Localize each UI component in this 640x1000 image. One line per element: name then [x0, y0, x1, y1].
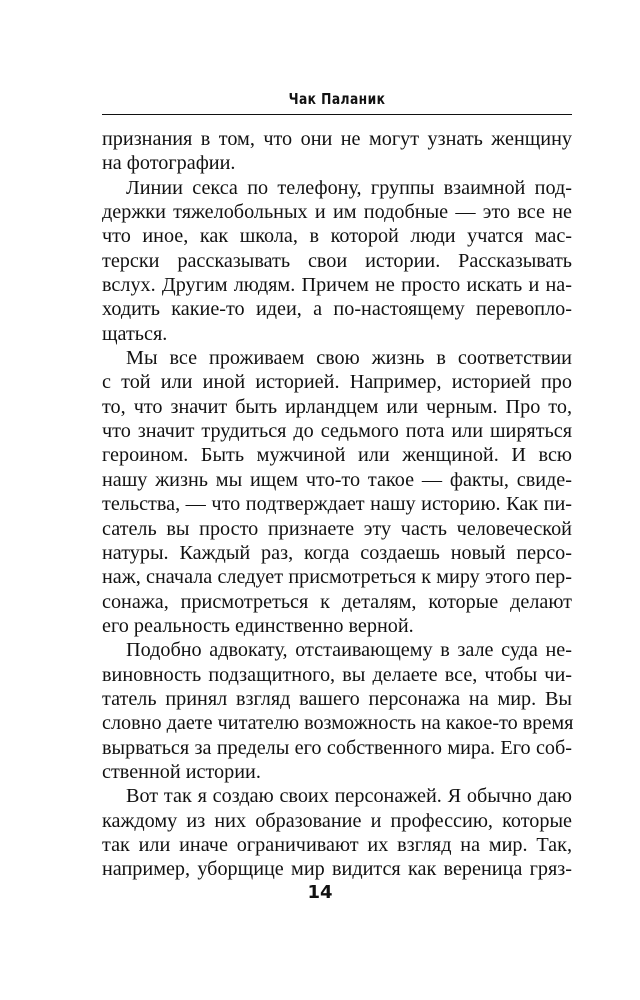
text-line: татель принял взгляд вашего персонажа на мир. Вы: [102, 687, 572, 710]
text-line: сонажа, присмотреться к деталям, которые делают: [102, 590, 572, 613]
text-line: ходить какие-то идеи, а по-настоящему перевопло-: [102, 298, 572, 321]
text-line: что иное, как школа, в которой люди учатся мас-: [102, 225, 572, 248]
paragraph: [102, 127, 572, 176]
text-line: что значит трудиться до седьмого пота или ширяться: [102, 420, 572, 443]
body-text: [102, 127, 572, 882]
text-line: его реальность единственно верной.: [102, 614, 414, 637]
running-head: Чак Паланик: [288, 90, 386, 108]
paragraph: [102, 176, 572, 346]
text-line: Мы все проживаем свою жизнь в соответствии: [126, 347, 572, 370]
page-number: 14: [307, 882, 333, 903]
text-line: на фотографии.: [102, 152, 236, 175]
text-line: тельства, — что подтверждает нашу историю. Как пи-: [102, 493, 572, 516]
text-line: держки тяжелобольных и им подобные — это все не: [102, 201, 572, 224]
book-page: [102, 88, 572, 882]
text-line: так или иначе ограничивают их взгляд на мир. Так,: [102, 833, 572, 856]
text-line: вырваться за пределы его собственного мира. Его соб-: [102, 736, 572, 759]
text-line: Подобно адвокату, отстаивающему в зале суда не-: [126, 639, 572, 662]
text-line: то, что значит быть ирландцем или черным. Про то,: [102, 395, 572, 418]
text-line: щаться.: [102, 322, 168, 345]
paragraph: [102, 784, 572, 881]
paragraph: [102, 638, 572, 784]
text-line: терски рассказывать свои истории. Рассказывать: [102, 249, 572, 272]
text-line: например, уборщице мир видится как вереница гряз-: [102, 858, 572, 881]
text-line: Вот так я создаю своих персонажей. Я обычно даю: [126, 785, 572, 808]
text-line: героином. Быть мужчиной или женщиной. И всю: [102, 444, 572, 467]
text-line: вслух. Другим людям. Причем не просто искать и на-: [102, 274, 572, 297]
text-line: наж, сначала следует присмотреться к миру этого пер-: [102, 566, 572, 589]
text-line: сатель вы просто признаете эту часть человеческой: [102, 517, 572, 540]
text-line: нашу жизнь мы ищем что-то такое — факты, свиде-: [102, 468, 572, 491]
text-line: с той или иной историей. Например, историей про: [102, 371, 572, 394]
text-line: виновность подзащитного, вы делаете все, чтобы чи-: [102, 663, 572, 686]
text-line: каждому из них образование и профессию, которые: [102, 809, 572, 832]
text-line: признания в том, что они не могут узнать женщину: [102, 128, 572, 150]
text-line: натуры. Каждый раз, когда создаешь новый персо-: [102, 541, 572, 564]
paragraph: [102, 346, 572, 638]
text-line: Линии секса по телефону, группы взаимной под-: [126, 176, 572, 199]
header-rule: [102, 114, 572, 115]
text-line: словно даете читателю возможность на какое-то время: [102, 712, 574, 735]
text-line: ственной истории.: [102, 760, 261, 783]
